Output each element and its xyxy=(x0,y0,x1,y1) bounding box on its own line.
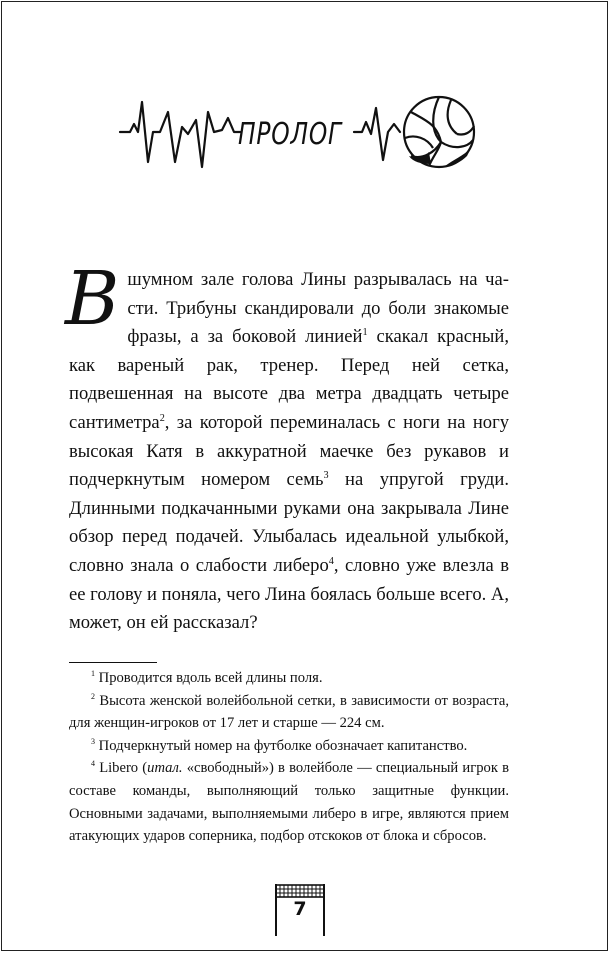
footnote-mark: 1 xyxy=(91,669,96,679)
footnote-ref-2[interactable]: 2 xyxy=(159,412,165,424)
drop-cap: В xyxy=(65,256,120,342)
footnote-text: Подчеркнутый номер на футболке обозначает капитанство. xyxy=(95,737,468,754)
footnote-mark: 4 xyxy=(91,759,96,769)
volleyball-icon xyxy=(401,94,481,174)
footnote-ref-4[interactable]: 4 xyxy=(328,555,334,567)
body-text-part: скакал красный, как вареный рак, тренер. Перед ней сетка, подвешенная на высоте два метра двадцать четыре сантиметра xyxy=(69,326,509,433)
chapter-title: ПРОЛОГ xyxy=(238,117,342,152)
footnote-text: Проводится вдоль всей длины поля. xyxy=(95,670,323,686)
book-page xyxy=(1,1,608,951)
footnote-ref-3[interactable]: 3 xyxy=(323,469,329,481)
body-text-part: на упругой груди. Длинными подкачанными руками она закрывала Лине обзор перед подачей. Улыбалась идеальной улыбкой, словно знала о слабости либеро xyxy=(69,469,509,576)
body-text-part: , за которой переминалась с ноги на ногу высокая Катя в аккуратной маечке без рукавов и подчеркнутым номером семь xyxy=(69,411,509,491)
footnote-mark: 3 xyxy=(91,736,96,746)
footnote-lead: Libero ( xyxy=(95,760,148,777)
footnote-text: «свободный») в волейболе — специальный игрок в составе команды, выполняющий только защитные функции. Основными задачами, выполняемыми либеро в игре, являются прием атакующих ударов соперника, подбор отскоков от блока и сбросов. xyxy=(69,760,509,845)
footnote-mark: 2 xyxy=(91,691,96,701)
footnote-italic: итал. xyxy=(147,760,183,777)
footnote-1 xyxy=(69,667,509,690)
body-text-part: шумном зале голова Лины разрывалась на части. Трибуны скандировали до боли знакомые фразы, а за боковой линией xyxy=(127,269,509,348)
footnote-ref-1[interactable]: 1 xyxy=(362,327,368,338)
footnotes xyxy=(69,667,509,848)
body-text-part: , словно уже влезла в ее голову и поняла, чего Лина боялась больше всего. А, может, он ей рассказал? xyxy=(69,554,509,634)
footnote-divider xyxy=(69,662,157,663)
chapter-header xyxy=(2,2,609,232)
footnote-text: Высота женской волейбольной сетки, в зависимости от возраста, для женщин-игроков от 17 лет и старше — 224 см. xyxy=(69,692,509,732)
body-paragraph xyxy=(65,256,509,638)
page-number: 7 xyxy=(293,898,307,920)
page-folio xyxy=(274,882,326,940)
footnote-4 xyxy=(69,757,509,847)
footnote-3 xyxy=(69,735,509,758)
footnote-2 xyxy=(69,690,509,735)
